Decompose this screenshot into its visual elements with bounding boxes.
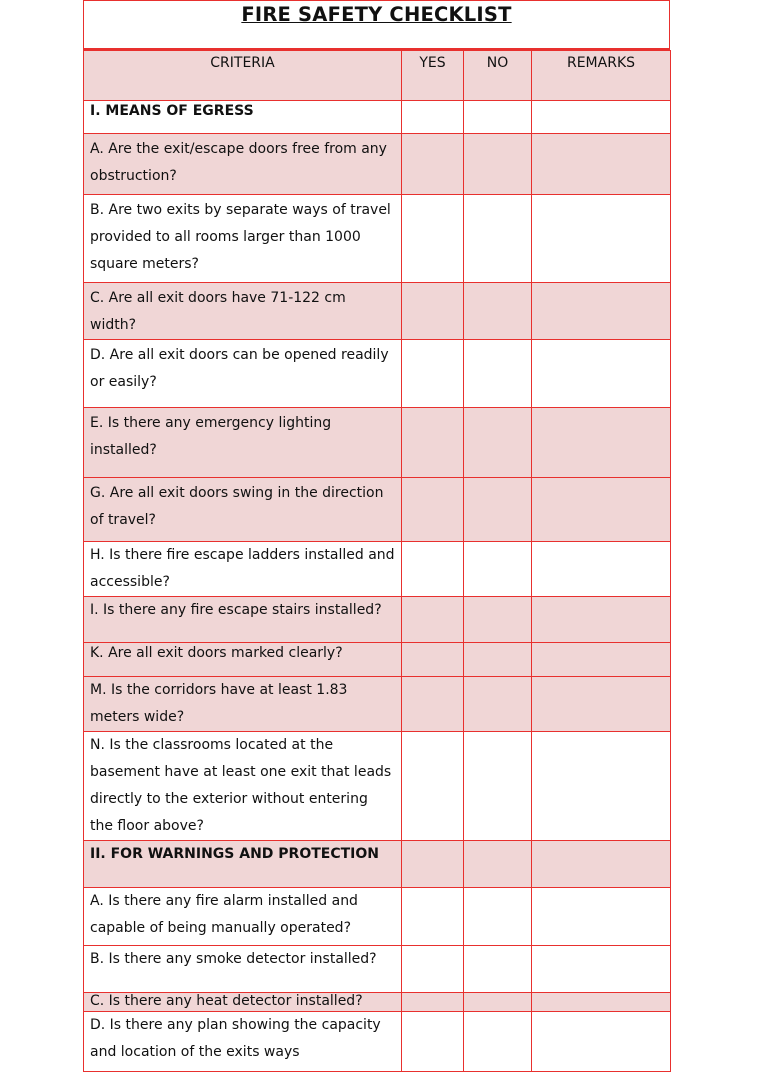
no-cell[interactable]	[464, 993, 532, 1012]
no-cell[interactable]	[464, 134, 532, 195]
yes-header: YES	[402, 51, 464, 101]
yes-cell[interactable]	[402, 283, 464, 340]
remarks-cell[interactable]	[532, 408, 671, 478]
table-row	[84, 946, 671, 993]
checklist-table	[83, 50, 671, 1072]
table-row	[84, 478, 671, 542]
no-cell[interactable]	[464, 283, 532, 340]
yes-cell[interactable]	[402, 597, 464, 643]
criteria-text: E. Is there any emergency lighting installed?	[84, 408, 402, 478]
no-cell[interactable]	[464, 101, 532, 134]
remarks-cell[interactable]	[532, 478, 671, 542]
remarks-cell[interactable]	[532, 195, 671, 283]
remarks-cell[interactable]	[532, 542, 671, 597]
criteria-text: C. Is there any heat detector installed?	[84, 993, 402, 1012]
criteria-text: M. Is the corridors have at least 1.83 meters wide?	[84, 677, 402, 732]
criteria-text: H. Is there fire escape ladders installed and accessible?	[84, 542, 402, 597]
checklist-sheet	[83, 0, 670, 1072]
yes-cell[interactable]	[402, 888, 464, 946]
yes-cell[interactable]	[402, 643, 464, 677]
no-cell[interactable]	[464, 841, 532, 888]
table-row	[84, 993, 671, 1012]
title-box	[83, 0, 670, 50]
no-cell[interactable]	[464, 340, 532, 408]
remarks-header: REMARKS	[532, 51, 671, 101]
criteria-text: B. Is there any smoke detector installed?	[84, 946, 402, 993]
table-row	[84, 340, 671, 408]
no-cell[interactable]	[464, 478, 532, 542]
table-row	[84, 732, 671, 841]
no-cell[interactable]	[464, 1012, 532, 1072]
criteria-text: G. Are all exit doors swing in the direction of travel?	[84, 478, 402, 542]
yes-cell[interactable]	[402, 340, 464, 408]
yes-cell[interactable]	[402, 1012, 464, 1072]
table-row	[84, 542, 671, 597]
table-row	[84, 677, 671, 732]
table-row	[84, 597, 671, 643]
remarks-cell[interactable]	[532, 1012, 671, 1072]
remarks-cell[interactable]	[532, 993, 671, 1012]
yes-cell[interactable]	[402, 946, 464, 993]
no-cell[interactable]	[464, 597, 532, 643]
yes-cell[interactable]	[402, 542, 464, 597]
remarks-cell[interactable]	[532, 888, 671, 946]
table-row	[84, 643, 671, 677]
table-row	[84, 283, 671, 340]
remarks-cell[interactable]	[532, 946, 671, 993]
no-cell[interactable]	[464, 732, 532, 841]
criteria-text: D. Are all exit doors can be opened readily or easily?	[84, 340, 402, 408]
yes-cell[interactable]	[402, 101, 464, 134]
no-cell[interactable]	[464, 888, 532, 946]
table-row	[84, 888, 671, 946]
no-cell[interactable]	[464, 677, 532, 732]
yes-cell[interactable]	[402, 841, 464, 888]
table-row	[84, 408, 671, 478]
yes-cell[interactable]	[402, 993, 464, 1012]
section-title-egress: I. MEANS OF EGRESS	[84, 101, 402, 134]
remarks-cell[interactable]	[532, 677, 671, 732]
table-row	[84, 195, 671, 283]
criteria-text: C. Are all exit doors have 71-122 cm width?	[84, 283, 402, 340]
remarks-cell[interactable]	[532, 841, 671, 888]
remarks-cell[interactable]	[532, 101, 671, 134]
remarks-cell[interactable]	[532, 283, 671, 340]
remarks-cell[interactable]	[532, 340, 671, 408]
criteria-text: A. Are the exit/escape doors free from any obstruction?	[84, 134, 402, 195]
no-cell[interactable]	[464, 643, 532, 677]
section-row-egress	[84, 101, 671, 134]
yes-cell[interactable]	[402, 478, 464, 542]
yes-cell[interactable]	[402, 134, 464, 195]
yes-cell[interactable]	[402, 732, 464, 841]
yes-cell[interactable]	[402, 195, 464, 283]
no-header: NO	[464, 51, 532, 101]
no-cell[interactable]	[464, 542, 532, 597]
no-cell[interactable]	[464, 946, 532, 993]
section-row-warnings	[84, 841, 671, 888]
document-title: FIRE SAFETY CHECKLIST	[241, 3, 512, 26]
remarks-cell[interactable]	[532, 643, 671, 677]
header-row	[84, 51, 671, 101]
remarks-cell[interactable]	[532, 597, 671, 643]
yes-cell[interactable]	[402, 408, 464, 478]
no-cell[interactable]	[464, 408, 532, 478]
criteria-text: A. Is there any fire alarm installed and capable of being manually operated?	[84, 888, 402, 946]
criteria-text: K. Are all exit doors marked clearly?	[84, 643, 402, 677]
criteria-text: D. Is there any plan showing the capacity and location of the exits ways	[84, 1012, 402, 1072]
yes-cell[interactable]	[402, 677, 464, 732]
section-title-warnings: II. FOR WARNINGS AND PROTECTION	[84, 841, 402, 888]
criteria-header: CRITERIA	[84, 51, 402, 101]
no-cell[interactable]	[464, 195, 532, 283]
criteria-text: B. Are two exits by separate ways of travel provided to all rooms larger than 1000 square meters?	[84, 195, 402, 283]
remarks-cell[interactable]	[532, 732, 671, 841]
table-row	[84, 134, 671, 195]
criteria-text: I. Is there any fire escape stairs installed?	[84, 597, 402, 643]
table-row	[84, 1012, 671, 1072]
remarks-cell[interactable]	[532, 134, 671, 195]
criteria-text: N. Is the classrooms located at the basement have at least one exit that leads directly to the exterior without entering the floor above?	[84, 732, 402, 841]
